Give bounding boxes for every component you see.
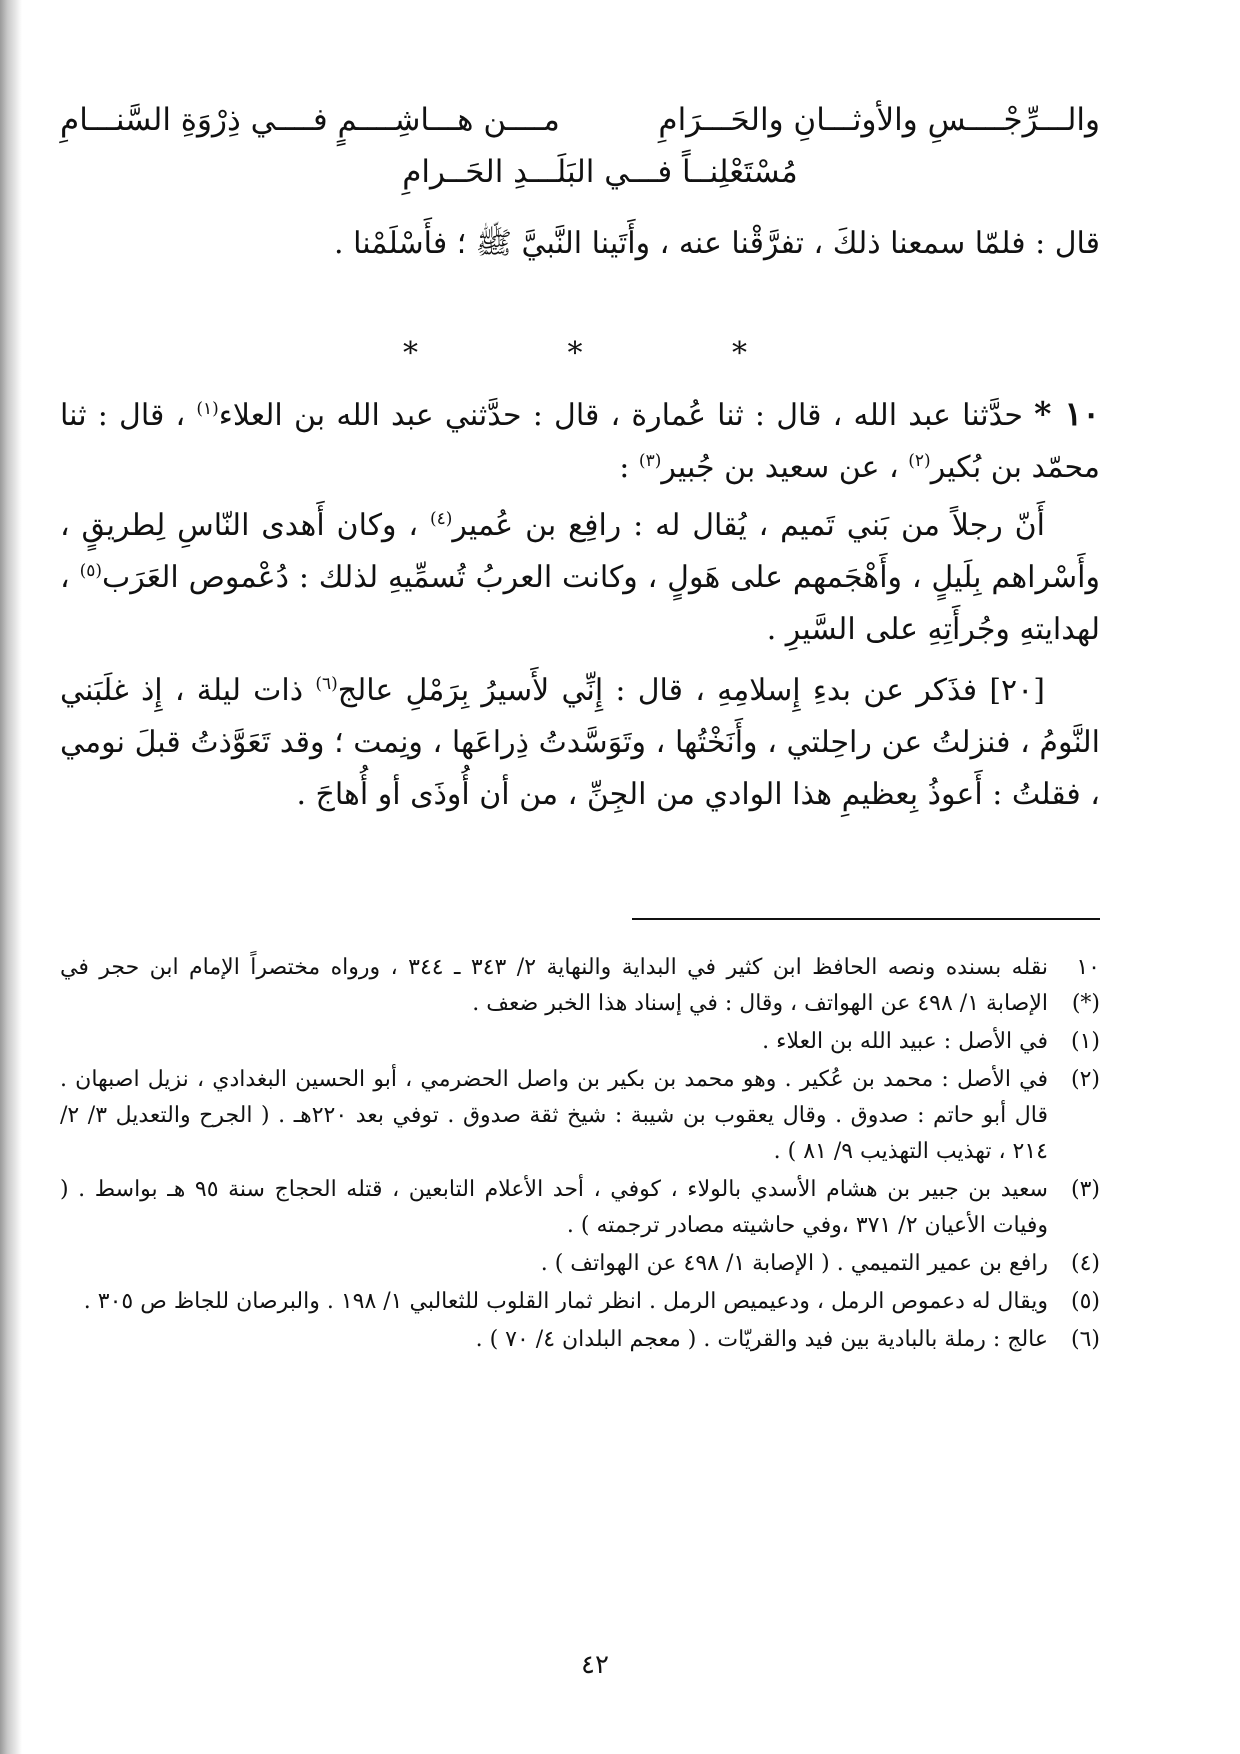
paragraph-20 [60,665,1100,821]
hadith-10-isnad [60,388,1100,494]
qala-paragraph: قال : فلمّا سمعنا ذلكَ ، تفرَّقْنا عنه ، وأَتَينا النَّبيَّ ﷺ ؛ فأَسْلَمْنا . [334,226,1100,261]
rafi-text-2: ، وكان أَهدى النّاسِ لِطريقٍ ، وأَسْراهم بِلَيلٍ ، وأَهْجَمهم على هَولٍ ، وكانت العربُ تُسمِّيهِ لذلك : دُعْموص العَرَب [60,508,1100,595]
footnote-text: عالج : رملة بالبادية بين فيد والقريّات . ( معجم البلدان ٤/ ٧٠ ) . [475,1327,1048,1352]
poem-verse-line-2: مُسْتَعْلِنــاً فـــي البَلَـــدِ الحَــرامِ [402,154,798,190]
p20-text-2: ذات ليلة ، إِذ غلَبَني النَّومُ ، فنزلتُ عن راحِلتي ، وأَنَخْتُها ، وتَوَسَّدتُ ذِراعَها ، ونِمت ؛ وقد تَعَوَّذتُ قبلَ نومي ، فقلتُ : أَعوذُ بِعظيمِ هذا الوادي من الجِنِّ ، من أن أُوذَى أو أُهاجَ . [60,673,1100,812]
p20-text-1: [٢٠] فذَكر عن بدءِ إِسلامِهِ ، قال : إِنِّي لأَسيرُ بِرَمْلِ عالج [337,673,1045,708]
page-number: ٤٢ [581,1650,609,1680]
hadith-number: ١٠ * [1034,394,1100,433]
footnote-mark: (٥) [1070,1289,1100,1314]
isnad-text-3: ، عن سعيد بن جُبير [661,450,899,485]
verse-hemistich-right: والـــرِّجْــــسِ والأوثـــانِ والحَـــرَامِ [658,102,1100,138]
footnote-mark: (٣) [1070,1177,1100,1202]
footnote-ref-2[interactable]: (٢) [908,451,931,471]
footnote-item [60,1284,1100,1320]
verse-hemistich-left: مــــن هـــاشِــــمٍ فــــي ذِرْوَةِ السَّنـــامِ [60,102,560,138]
footnotes-section [60,950,1100,1360]
footnote-ref-6[interactable]: (٦) [315,674,338,694]
footnote-item [60,1246,1100,1282]
footnote-ref-4[interactable]: (٤) [429,509,453,529]
footnote-item [60,950,1100,1022]
rafi-text-3: ، لهدايتهِ وجُرأَتِهِ على السَّيرِ . [60,560,1100,647]
footnote-item [60,1024,1100,1060]
footnote-item [60,1322,1100,1358]
footnote-separator-rule [632,918,1100,920]
footnote-text: سعيد بن جبير بن هشام الأسدي بالولاء ، كوفي ، أحد الأعلام التابعين ، قتله الحجاج سنة ٩٥ هـ بواسط . ( وفيات الأعيان ٢/ ٣٧١ ،وفي حاشيته مصادر ترجمته ) . [60,1177,1048,1238]
rafi-paragraph [60,500,1100,656]
footnote-item [60,1172,1100,1244]
footnote-mark: (١) [1070,1029,1100,1054]
footnote-ref-1[interactable]: (١) [196,399,219,419]
poem-verse-line-1 [60,100,1100,140]
book-page [60,0,1100,1754]
isnad-text-1: حدَّثنا عبد الله ، قال : ثنا عُمارة ، قال : حدَّثني عبد الله بن العلاء [218,398,1023,433]
footnote-mark: (٦) [1070,1327,1100,1352]
footnote-text: رافع بن عمير التميمي . ( الإصابة ١/ ٤٩٨ عن الهواتف ) . [540,1251,1048,1276]
footnote-item [60,1062,1100,1170]
footnote-mark: (٢) [1070,1067,1100,1092]
footnote-ref-3[interactable]: (٣) [638,451,662,471]
footnote-text: ويقال له دعموص الرمل ، ودعيميص الرمل . انظر ثمار القلوب للثعالبي ١/ ١٩٨ . والبرصان للجاظ ص ٣٠٥ . [83,1289,1048,1314]
footnote-mark: ١٠ (*) [1071,955,1100,1016]
rafi-text-1: أَنّ رجلاً من بَني تَميم ، يُقال له : رافِع بن عُمير [452,508,1045,543]
footnote-mark: (٤) [1070,1251,1100,1276]
page-binding-edge [0,0,22,1754]
isnad-text-2: ، قال : ثنا محمّد بن بُكير [60,398,1100,485]
isnad-text-4: : [619,450,630,485]
footnote-ref-5[interactable]: (٥) [79,561,102,581]
footnote-text: في الأصل : عبيد الله بن العلاء . [762,1029,1048,1054]
footnote-text: نقله بسنده ونصه الحافظ ابن كثير في البداية والنهاية ٢/ ٣٤٣ ـ ٣٤٤ ، ورواه مختصراً الإمام ابن حجر في الإصابة ١/ ٤٩٨ عن الهواتف ، وقال : في إسناد هذا الخبر ضعف . [60,955,1049,1016]
section-separator-stars: * * * [402,336,818,371]
footnote-text: في الأصل : محمد بن عُكير . وهو محمد بن بكير بن واصل الحضرمي ، أبو الحسين البغدادي ، نزيل اصبهان . قال أبو حاتم : صدوق . وقال يعقوب بن شيبة : شيخ ثقة صدوق . توفي بعد ٢٢٠هـ . ( الجرح والتعديل ٣/ ٢/ ٢١٤ ، تهذيب التهذيب ٩/ ٨١ ) . [60,1067,1048,1164]
